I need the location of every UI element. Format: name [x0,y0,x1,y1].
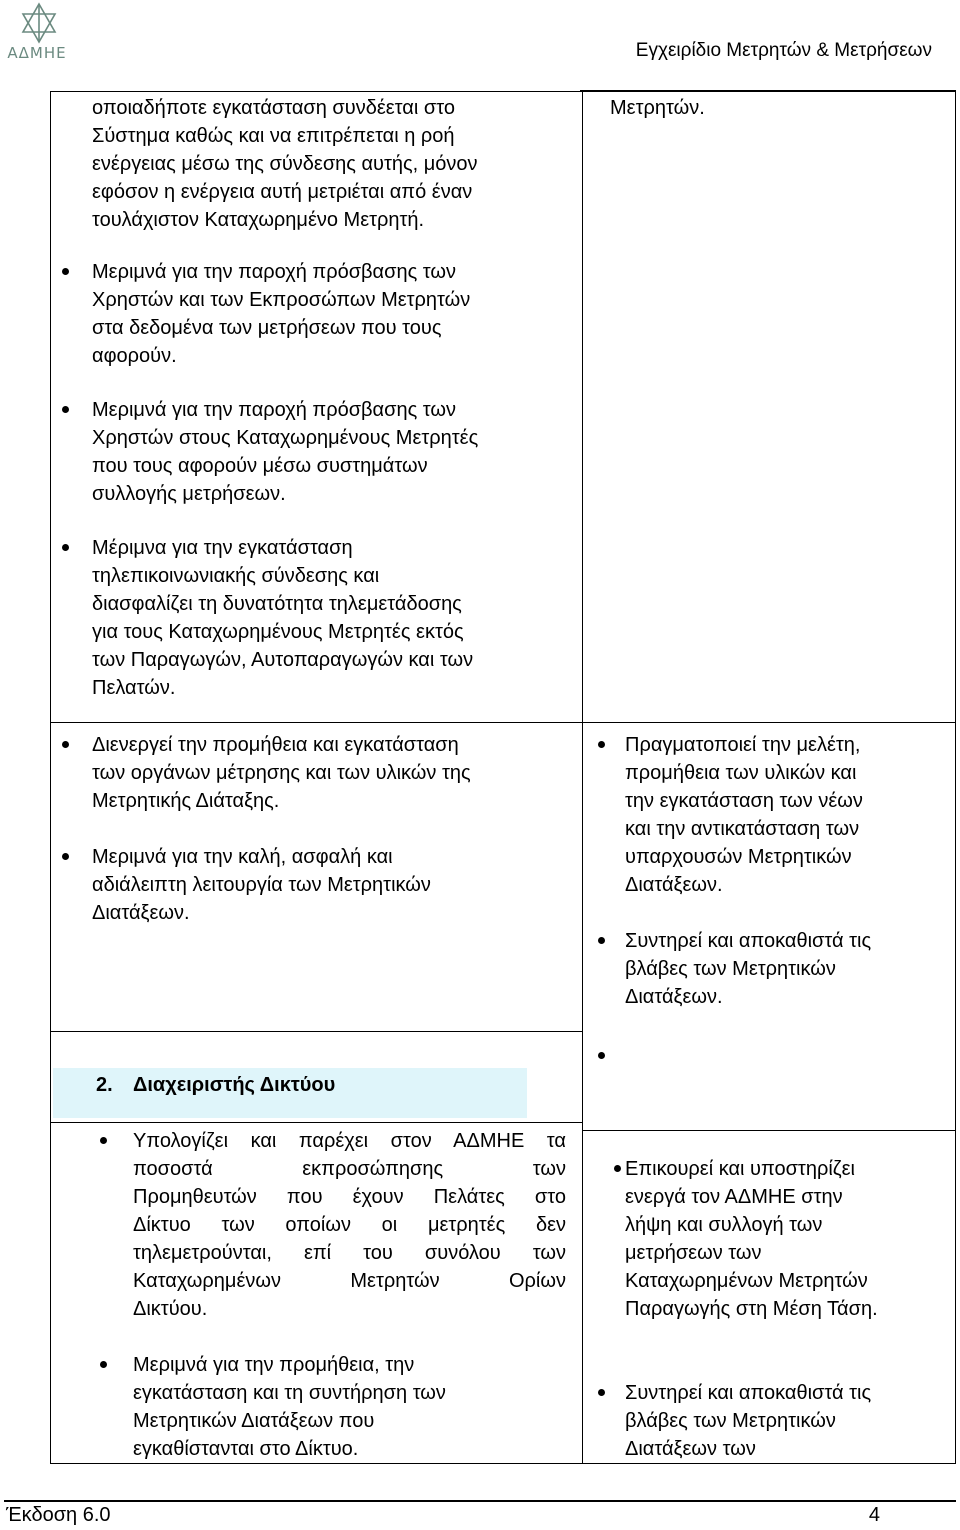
list-item-line: Διατάξεων. [625,874,723,896]
section-number: 2. [96,1074,113,1096]
bullet-icon [598,1389,605,1396]
list-item-line: βλάβες των Μετρητικών [625,1410,836,1432]
row-divider [582,1130,955,1131]
list-item-line: Συντηρεί και αποκαθιστά τις [625,1382,872,1404]
paragraph-line: Σύστημα καθώς και να επιτρέπεται η ροή [92,125,455,147]
list-item-line: εγκατάσταση και τη συντήρηση των [133,1382,446,1404]
list-item-line: Παραγωγής στη Μέση Τάση. [625,1298,878,1320]
list-item-line: αφορούν. [92,345,177,367]
paragraph-line: οποιαδήποτε εγκατάσταση συνδέεται στο [92,97,455,119]
bullet-icon [598,1052,605,1059]
list-item-line: τηλεμετρούνται, επί του συνόλου των [133,1242,566,1264]
list-item-line: Μεριμνά για την καλή, ασφαλή και [92,846,393,868]
bullet-icon [62,406,69,413]
bullet-icon [62,544,69,551]
list-item-line: Μεριμνά για την παροχή πρόσβασης των [92,261,457,283]
list-item-line: των οργάνων μέτρησης και των υλικών της [92,762,471,784]
list-item-line: Μετρητικών Διατάξεων που [133,1410,375,1432]
section-heading [53,1068,527,1118]
list-item-line: εγκαθίστανται στο Δίκτυο. [133,1438,359,1460]
list-item-line: Επικουρεί και υποστηρίζει [625,1158,855,1180]
list-item-line: που τους αφορούν μέσω συστημάτων [92,455,428,477]
list-item-line: για τους Καταχωρημένους Μετρητές εκτός [92,621,464,643]
bullet-icon [100,1137,107,1144]
list-item-line: Διενεργεί την προμήθεια και εγκατάσταση [92,734,459,756]
bullet-icon [62,741,69,748]
list-item-line: Διατάξεων των [625,1438,756,1460]
list-item-line: Μετρητικής Διάταξης. [92,790,280,812]
page-number: 4 [868,1504,880,1526]
list-item-line: Πραγματοποιεί την μελέτη, [625,734,861,756]
list-item-line: Πελατών. [92,677,176,699]
bullet-icon [62,268,69,275]
list-item-line: Διατάξεων. [625,986,723,1008]
row-divider [51,1031,582,1032]
bullet-icon [614,1165,621,1172]
list-item-line: συλλογής μετρήσεων. [92,483,286,505]
list-item-line: βλάβες των Μετρητικών [625,958,836,980]
list-item-line: ποσοστά εκπροσώπησης των [133,1158,566,1180]
paragraph-line: Μετρητών. [610,97,705,119]
list-item-line: Μεριμνά για την προμήθεια, την [133,1354,415,1376]
section-title: Διαχειριστής Δικτύου [133,1074,336,1096]
list-item-line: Μέριμνα για την εγκατάσταση [92,537,353,559]
page-header-title: Εγχειρίδιο Μετρητών & Μετρήσεων [635,40,932,61]
list-item-line: Διατάξεων. [92,902,190,924]
list-item-line: ενεργά τον ΑΔΜΗΕ στην [625,1186,843,1208]
list-item-line: λήψη και συλλογή των [625,1214,823,1236]
list-item-line: Υπολογίζει και παρέχει στον ΑΔΜΗΕ τα [133,1130,566,1152]
list-item-line: Δίκτυο των οποίων οι μετρητές δεν [133,1214,566,1236]
list-item-line: αδιάλειπτη λειτουργία των Μετρητικών [92,874,431,896]
bullet-icon [598,741,605,748]
list-item-line: Μεριμνά για την παροχή πρόσβασης των [92,399,457,421]
row-divider [582,722,955,723]
row-divider [51,722,582,723]
list-item-line: μετρήσεων των [625,1242,762,1264]
list-item-line: Προμηθευτών που έχουν Πελάτες στο [133,1186,566,1208]
column-divider [582,92,583,1463]
footer-rule [4,1500,956,1502]
footer-version: Έκδοση 6.0 [6,1504,111,1526]
bullet-icon [598,937,605,944]
list-item-line: προμήθεια των υλικών και [625,762,857,784]
row-divider [51,1122,582,1123]
list-item-line: την εγκατάσταση των νέων [625,790,863,812]
list-item-line: υπαρχουσών Μετρητικών [625,846,852,868]
list-item-line: Δικτύου. [133,1298,208,1320]
list-item-line: Συντηρεί και αποκαθιστά τις [625,930,872,952]
list-item-line: των Παραγωγών, Αυτοπαραγωγών και των [92,649,474,671]
bullet-icon [100,1361,107,1368]
list-item-line: στα δεδομένα των μετρήσεων που τους [92,317,442,339]
list-item-line: Χρηστών και των Εκπροσώπων Μετρητών [92,289,471,311]
logo-text: ΑΔΜΗΕ [7,44,67,62]
list-item-line: και την αντικατάσταση των [625,818,860,840]
paragraph-line: ενέργειας μέσω της σύνδεσης αυτής, μόνον [92,153,478,175]
paragraph-line: εφόσον η ενέργεια αυτή μετριέται από έναν [92,181,473,203]
list-item-line: διασφαλίζει τη δυνατότητα τηλεμετάδοσης [92,593,462,615]
list-item-line: Καταχωρημένων Μετρητών [625,1270,868,1292]
list-item-line: τηλεπικοινωνιακής σύνδεσης και [92,565,380,587]
list-item-line: Χρηστών στους Καταχωρημένους Μετρητές [92,427,479,449]
paragraph-line: τουλάχιστον Καταχωρημένο Μετρητή. [92,209,425,231]
list-item-line: Καταχωρημένων Μετρητών Ορίων [133,1270,566,1292]
bullet-icon [62,853,69,860]
